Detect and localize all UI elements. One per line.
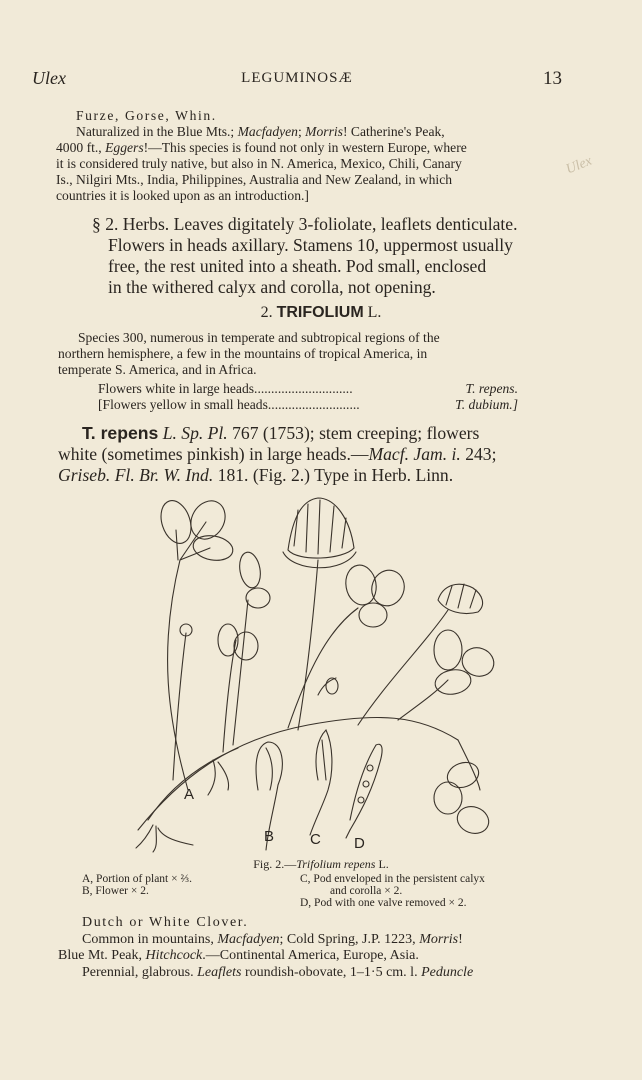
leaflet	[156, 497, 196, 547]
legend-b: B, Flower × 2.	[82, 885, 149, 897]
figure-label-b: B	[264, 828, 275, 845]
petiole-left	[168, 560, 188, 790]
species-line-2: white (sometimes pinkish) in large heads.—Macf. Jam. i. 243;	[58, 444, 497, 464]
ulex-line-5: countries it is looked upon as an introduction.]	[56, 188, 309, 203]
running-header	[32, 68, 562, 92]
clover-line-2: Blue Mt. Peak, Hitchcock.—Continental America, Europe, Asia.	[58, 948, 419, 963]
peduncle-main	[298, 560, 318, 730]
species-description	[58, 423, 570, 486]
margin-annotation: Ulex	[563, 153, 595, 178]
figure-caption: Fig. 2.—Trifolium repens L.	[253, 857, 389, 871]
clover-line-3: Perennial, glabrous. Leaflets roundish-obovate, 1–1·5 cm. l. Peduncle	[82, 964, 474, 980]
roots	[136, 825, 193, 852]
legend-d: D, Pod with one valve removed × 2.	[300, 897, 467, 909]
legend-c-cont: and corolla × 2.	[330, 885, 403, 897]
key-row-1: Flowers white in large heads............................. T. repens.	[98, 381, 518, 396]
header-family: LEGUMINOSÆ	[241, 70, 353, 86]
dist-line-2: northern hemisphere, a few in the mountains of tropical America, in	[58, 346, 428, 361]
herbs-line-2: Flowers in heads axillary. Stamens 10, uppermost usually	[108, 235, 513, 255]
common-names: Furze, Gorse, Whin.	[76, 108, 217, 123]
clover-notes	[58, 915, 570, 981]
legend-left	[82, 873, 282, 897]
ulex-line-3: it is considered truly native, but also in N. America, Mexico, Chili, Canary	[56, 156, 462, 171]
figure-label-d: D	[354, 835, 365, 852]
species-line-1: T. repens L. Sp. Pl. 767 (1753); stem creeping; flowers	[82, 423, 480, 443]
genus-distribution	[58, 330, 566, 378]
creeping-stem	[138, 717, 458, 830]
plant-drawing	[118, 490, 538, 860]
legend-right	[300, 873, 570, 909]
genus-heading: 2. TRIFOLIUM L.	[260, 304, 382, 321]
legend-c: C, Pod enveloped in the persistent calyx	[300, 873, 485, 885]
clover-illustration	[118, 490, 538, 860]
ulex-line-2: 4000 ft., Eggers!—This species is found not only in western Europe, where	[56, 140, 467, 155]
dist-line-3: temperate S. America, and in Africa.	[58, 362, 257, 377]
ulex-notes	[56, 108, 576, 204]
clover-common-name: Dutch or White Clover.	[82, 915, 249, 930]
figure-label-c: C	[310, 831, 321, 848]
figure-label-a: A	[184, 786, 195, 803]
ulex-line-4: Is., Nilgiri Mts., India, Philippines, Australia and New Zealand, in which	[56, 172, 453, 187]
flower-head-main	[288, 498, 354, 558]
herbs-description	[92, 214, 572, 298]
herbs-line-3: free, the rest united into a sheath. Pod small, enclosed	[108, 256, 487, 276]
header-genus: Ulex	[32, 68, 66, 88]
clover-line-1: Common in mountains, Macfadyen; Cold Spring, J.P. 1223, Morris!	[82, 931, 463, 947]
dist-line-1: Species 300, numerous in temperate and subtropical regions of the	[78, 330, 440, 345]
page-number: 13	[543, 68, 562, 89]
detail-pod-c	[310, 730, 332, 835]
legend-a: A, Portion of plant × ⅔.	[82, 873, 192, 885]
herbs-line-1: § 2. Herbs. Leaves digitately 3-foliolate, leaflets denticulate.	[92, 214, 518, 234]
herbs-line-4: in the withered calyx and corolla, not opening.	[108, 277, 436, 297]
ulex-line-1: Naturalized in the Blue Mts.; Macfadyen; Morris! Catherine's Peak,	[76, 124, 445, 139]
species-line-3: Griseb. Fl. Br. W. Ind. 181. (Fig. 2.) Type in Herb. Linn.	[58, 465, 454, 485]
key-row-2: [Flowers yellow in small heads........................... T. dubium.]	[98, 397, 518, 412]
